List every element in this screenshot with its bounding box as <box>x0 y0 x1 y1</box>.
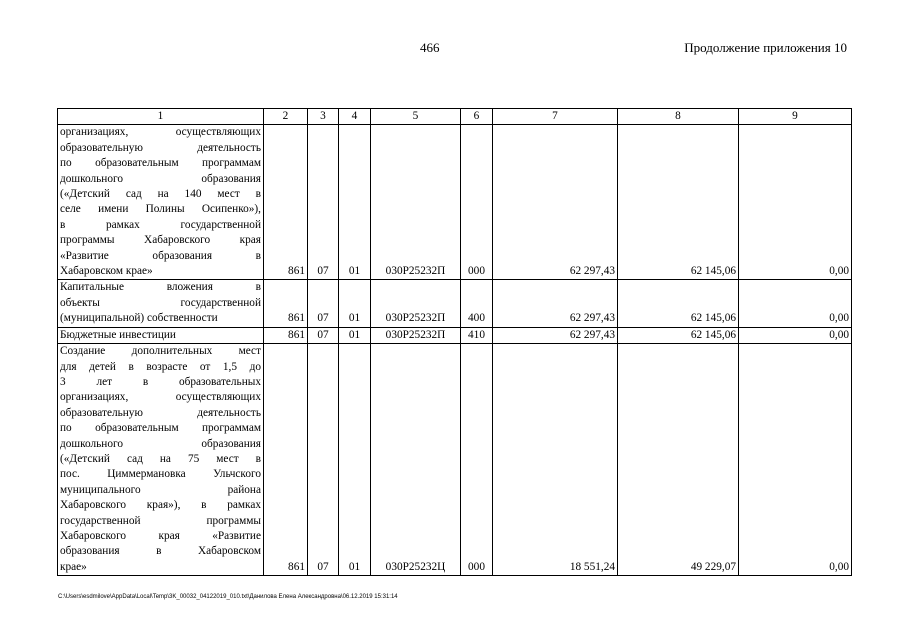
description-line: муниципального района <box>60 483 261 496</box>
column-header: 4 <box>339 109 371 125</box>
description-line: дошкольного образования <box>60 437 261 450</box>
subsection-cell: 01 <box>339 344 371 576</box>
description-line: образования в Хабаровском <box>60 545 261 558</box>
admin-code-cell: 861 <box>264 280 308 327</box>
subsection-cell: 01 <box>339 280 371 327</box>
description-line: образовательную деятельность <box>60 406 261 419</box>
expense-type-cell: 000 <box>461 125 493 280</box>
description-cell <box>58 280 264 327</box>
amount-col9-cell: 0,00 <box>739 327 852 343</box>
admin-code-cell: 861 <box>264 344 308 576</box>
column-header: 1 <box>58 109 264 125</box>
description-line: Капитальные вложения в <box>60 281 261 294</box>
column-number-row <box>58 109 852 125</box>
amount-col8-cell: 62 145,06 <box>618 280 739 327</box>
amount-col9-cell: 0,00 <box>739 125 852 280</box>
description-line: государственной программы <box>60 514 261 527</box>
description-cell <box>58 344 264 576</box>
amount-col8-cell: 62 145,06 <box>618 125 739 280</box>
footer-file-path: C:\Users\esdmilove\AppData\Local\Temp\3K_00032_04122019_010.txt\Данилова Елена Александровна\06.12.2019 15:31:14 <box>58 594 398 600</box>
amount-col9-cell: 0,00 <box>739 280 852 327</box>
description-line: программы Хабаровского края <box>60 234 261 247</box>
table-row <box>58 280 852 327</box>
description-line: образовательную деятельность <box>60 141 261 154</box>
expense-type-cell: 400 <box>461 280 493 327</box>
amount-col7-cell: 62 297,43 <box>493 280 618 327</box>
description-line: Хабаровского края»), в рамках <box>60 499 261 512</box>
description-line: крае» <box>60 560 87 573</box>
target-article-cell: 030P25232П <box>371 327 461 343</box>
column-header: 9 <box>739 109 852 125</box>
description-line: (муниципальной) собственности <box>60 312 218 325</box>
description-line: дошкольного образования <box>60 172 261 185</box>
expense-type-cell: 000 <box>461 344 493 576</box>
table-row <box>58 125 852 280</box>
description-line: селе имени Полины Осипенко»), <box>60 203 261 216</box>
section-cell: 07 <box>308 327 339 343</box>
target-article-cell: 030P25232Ц <box>371 344 461 576</box>
column-header: 3 <box>308 109 339 125</box>
column-header: 6 <box>461 109 493 125</box>
description-line: 3 лет в образовательных <box>60 375 261 388</box>
description-line: организациях, осуществляющих <box>60 126 261 139</box>
description-cell <box>58 125 264 280</box>
description-line: Бюджетные инвестиции <box>60 328 176 341</box>
page-number: 466 <box>420 40 440 55</box>
amount-col8-cell: 49 229,07 <box>618 344 739 576</box>
column-header: 2 <box>264 109 308 125</box>
description-line: («Детский сад на 75 мест в <box>60 452 261 465</box>
description-line: («Детский сад на 140 мест в <box>60 188 261 201</box>
table-row <box>58 327 852 343</box>
subsection-cell: 01 <box>339 125 371 280</box>
section-cell: 07 <box>308 125 339 280</box>
description-line: по образовательным программам <box>60 422 261 435</box>
amount-col7-cell: 18 551,24 <box>493 344 618 576</box>
description-line: в рамках государственной <box>60 218 261 231</box>
description-line: пос. Циммермановка Ульчского <box>60 468 261 481</box>
table-body <box>58 109 852 576</box>
amount-col9-cell: 0,00 <box>739 344 852 576</box>
description-line: Хабаровском крае» <box>60 265 153 278</box>
continuation-note: Продолжение приложения 10 <box>684 40 847 55</box>
description-line: «Развитие образования в <box>60 249 261 262</box>
expense-type-cell: 410 <box>461 327 493 343</box>
budget-table <box>57 108 852 576</box>
description-line: объекты государственной <box>60 296 261 309</box>
description-line: для детей в возрасте от 1,5 до <box>60 360 261 373</box>
column-header: 7 <box>493 109 618 125</box>
description-cell <box>58 327 264 343</box>
column-header: 5 <box>371 109 461 125</box>
amount-col7-cell: 62 297,43 <box>493 125 618 280</box>
column-header: 8 <box>618 109 739 125</box>
subsection-cell: 01 <box>339 327 371 343</box>
amount-col8-cell: 62 145,06 <box>618 327 739 343</box>
admin-code-cell: 861 <box>264 327 308 343</box>
table-row <box>58 344 852 576</box>
description-line: Хабаровского края «Развитие <box>60 529 261 542</box>
target-article-cell: 030P25232П <box>371 125 461 280</box>
description-line: Создание дополнительных мест <box>60 345 261 358</box>
section-cell: 07 <box>308 280 339 327</box>
description-line: организациях, осуществляющих <box>60 391 261 404</box>
section-cell: 07 <box>308 344 339 576</box>
description-line: по образовательным программам <box>60 157 261 170</box>
amount-col7-cell: 62 297,43 <box>493 327 618 343</box>
target-article-cell: 030P25232П <box>371 280 461 327</box>
admin-code-cell: 861 <box>264 125 308 280</box>
